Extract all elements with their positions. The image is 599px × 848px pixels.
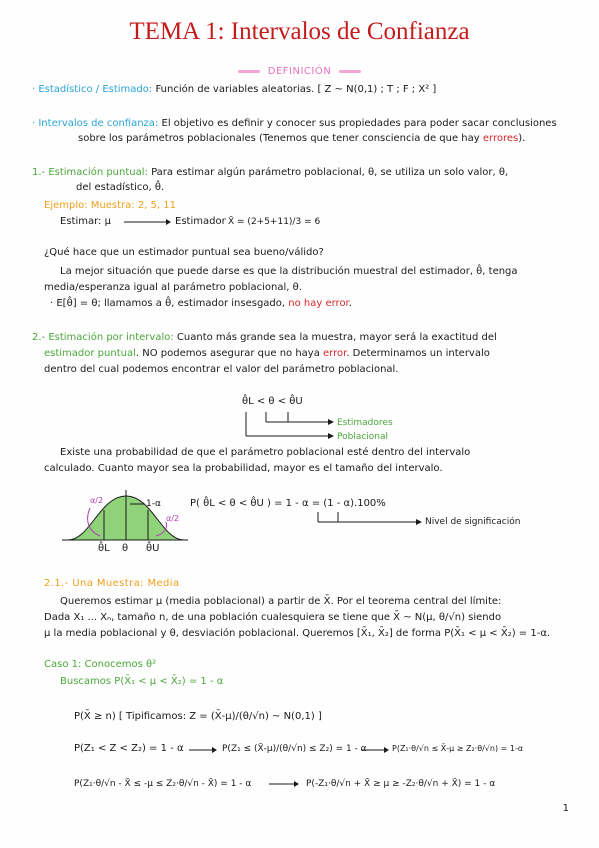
una-muestra-line3: μ la media poblacional y θ, desviación poblacional. Queremos [X̄₁, X̄₂] de forma P(X̄₁ < μ < X̄₂) = 1-α. xyxy=(44,628,551,639)
intervalos-row xyxy=(32,117,557,131)
puntual-line1: Para estimar algún parámetro poblacional, θ, se utiliza un solo valor, θ, xyxy=(151,167,509,178)
theta-u-label: θ̂U xyxy=(146,543,160,554)
intervalo-line2-text: . NO podemos asegurar que no haya xyxy=(135,348,324,359)
theta-l-label: θ̂L xyxy=(98,543,110,554)
error-highlight: error xyxy=(323,348,347,359)
intervalos-line1: El objetivo es definir y conocer sus propiedades para poder sacar conclusiones xyxy=(161,118,557,129)
eq1-part-a: P(Z₁ < Z < Z₂) = 1 - α xyxy=(74,743,184,754)
arrow-right-icon xyxy=(268,779,300,789)
caso1-heading: Caso 1: Conocemos θ² xyxy=(44,659,157,670)
intervalo-heading: 2.- Estimación por intervalo: xyxy=(32,332,174,343)
una-muestra-line1: Queremos estimar μ (media poblacional) a partir de X̄. Por el teorema central del límite: xyxy=(60,596,502,607)
interval-expression: θ̂L < θ < θ̂U xyxy=(242,396,303,407)
estimar-label: Estimar: μ xyxy=(60,216,111,227)
intervalos-term: · Intervalos de confianza: xyxy=(32,118,159,129)
eq2-part-b: P(-Z₁·θ/√n + X̄ ≥ μ ≥ -Z₂·θ/√n + X̄) = 1 - α xyxy=(306,779,496,789)
intervalos-line2-text: sobre los parámetros poblacionales (Tenemos que tener consciencia de que hay xyxy=(78,133,483,144)
divider xyxy=(339,70,361,73)
una-muestra-line2: Dada X₁ ... Xₙ, tamaño n, de una población cualesquiera se tiene que X̄ ~ N(μ, θ/√n) siendo xyxy=(44,612,502,623)
errores-highlight: errores xyxy=(482,133,519,144)
puntual-heading: 1.- Estimación puntual: xyxy=(32,167,148,178)
puntual-row xyxy=(32,166,508,180)
intervalos-line2 xyxy=(78,132,525,146)
intervalos-line2-end: ). xyxy=(518,133,526,144)
estimador-puntual-term: estimador puntual xyxy=(44,348,136,359)
nivel-label: Nivel de significación xyxy=(425,517,521,527)
intervalo-line2 xyxy=(44,347,490,361)
eq1-part-b: P(Z₁ ≤ (X̄-μ)/(θ/√n) ≤ Z₂) = 1 - α xyxy=(222,744,367,754)
example-formula: X̄ = (2+5+11)/3 = 6 xyxy=(228,217,321,227)
probability-formula: P( θ̂L < θ < θ̂U ) = 1 - α = (1 - α).100% xyxy=(190,498,386,509)
estimadores-label: Estimadores xyxy=(337,418,393,428)
buscamos-line: Buscamos P(X̄₁ < μ < X̄₂) = 1 - α xyxy=(60,676,224,687)
eq2-part-a: P(Z₁·θ/√n - X̄ ≤ -μ ≤ Z₂·θ/√n - X̄) = 1 - α xyxy=(74,779,252,789)
nivel-arrow xyxy=(314,510,424,530)
one-minus-alpha-label: 1-α xyxy=(146,499,161,509)
insesgado-text: · E[θ̂] = θ; llamamos a θ̂, estimador insesgado, xyxy=(50,298,289,309)
arrow-right-icon xyxy=(360,745,390,755)
arrow-right-icon xyxy=(122,216,172,228)
answer-line2: media/esperanza igual al parámetro poblacional, θ. xyxy=(44,282,302,293)
divider xyxy=(238,70,260,73)
una-muestra-heading: 2.1.- Una Muestra: Media xyxy=(44,578,180,589)
intervalo-row xyxy=(32,331,497,345)
estimador-label: Estimador xyxy=(175,216,226,227)
intervalo-line3: dentro del cual podemos encontrar el valor del parámetro poblacional. xyxy=(44,364,399,375)
arrow-right-icon xyxy=(188,745,218,755)
answer-line1: La mejor situación que puede darse es que la distribución muestral del estimador, θ̂, tenga xyxy=(60,266,518,277)
definicion-heading: DEFINICIÓN xyxy=(267,66,332,77)
alpha-half-left: α/2 xyxy=(90,496,104,505)
estadistico-term: · Estadístico / Estimado: xyxy=(32,84,153,95)
prob-line2: calculado. Cuanto mayor sea la probabilidad, mayor es el tamaño del intervalo. xyxy=(44,463,443,474)
interval-brackets xyxy=(240,410,340,444)
puntual-line2: del estadístico, θ̂. xyxy=(76,182,165,193)
estimador-question: ¿Qué hace que un estimador puntual sea bueno/válido? xyxy=(44,247,324,258)
eq1-part-c: P(Z₁·θ/√n ≤ X̄-μ ≥ Z₂·θ/√n) = 1-α xyxy=(392,744,524,753)
theta-label: θ xyxy=(122,543,129,554)
section-definicion xyxy=(0,66,599,77)
alpha-half-right: α/2 xyxy=(166,514,180,523)
prob-line1: Existe una probabilidad de que el parámetro poblacional esté dentro del intervalo xyxy=(60,447,471,458)
answer-line3 xyxy=(50,297,352,311)
estadistico-row xyxy=(32,83,436,97)
page-number: 1 xyxy=(562,803,569,814)
tipificamos-line: P(X̄ ≥ n) [ Tipificamos: Z = (X̄-μ)/(θ/√n) ~ N(0,1) ] xyxy=(74,711,322,722)
poblacional-label: Poblacional xyxy=(337,432,389,442)
page-title: TEMA 1: Intervalos de Confianza xyxy=(129,18,470,45)
answer-line3-end: . xyxy=(348,298,352,309)
estadistico-text: Función de variables aleatorias. [ Z ~ N(0,1) ; T ; F ; X² ] xyxy=(155,84,437,95)
no-error-highlight: no hay error xyxy=(288,298,349,309)
ejemplo-label: Ejemplo: Muestra: 2, 5, 11 xyxy=(44,200,176,211)
intervalo-line1: Cuanto más grande sea la muestra, mayor será la exactitud del xyxy=(176,332,497,343)
intervalo-line2-end: . Determinamos un intervalo xyxy=(346,348,490,359)
